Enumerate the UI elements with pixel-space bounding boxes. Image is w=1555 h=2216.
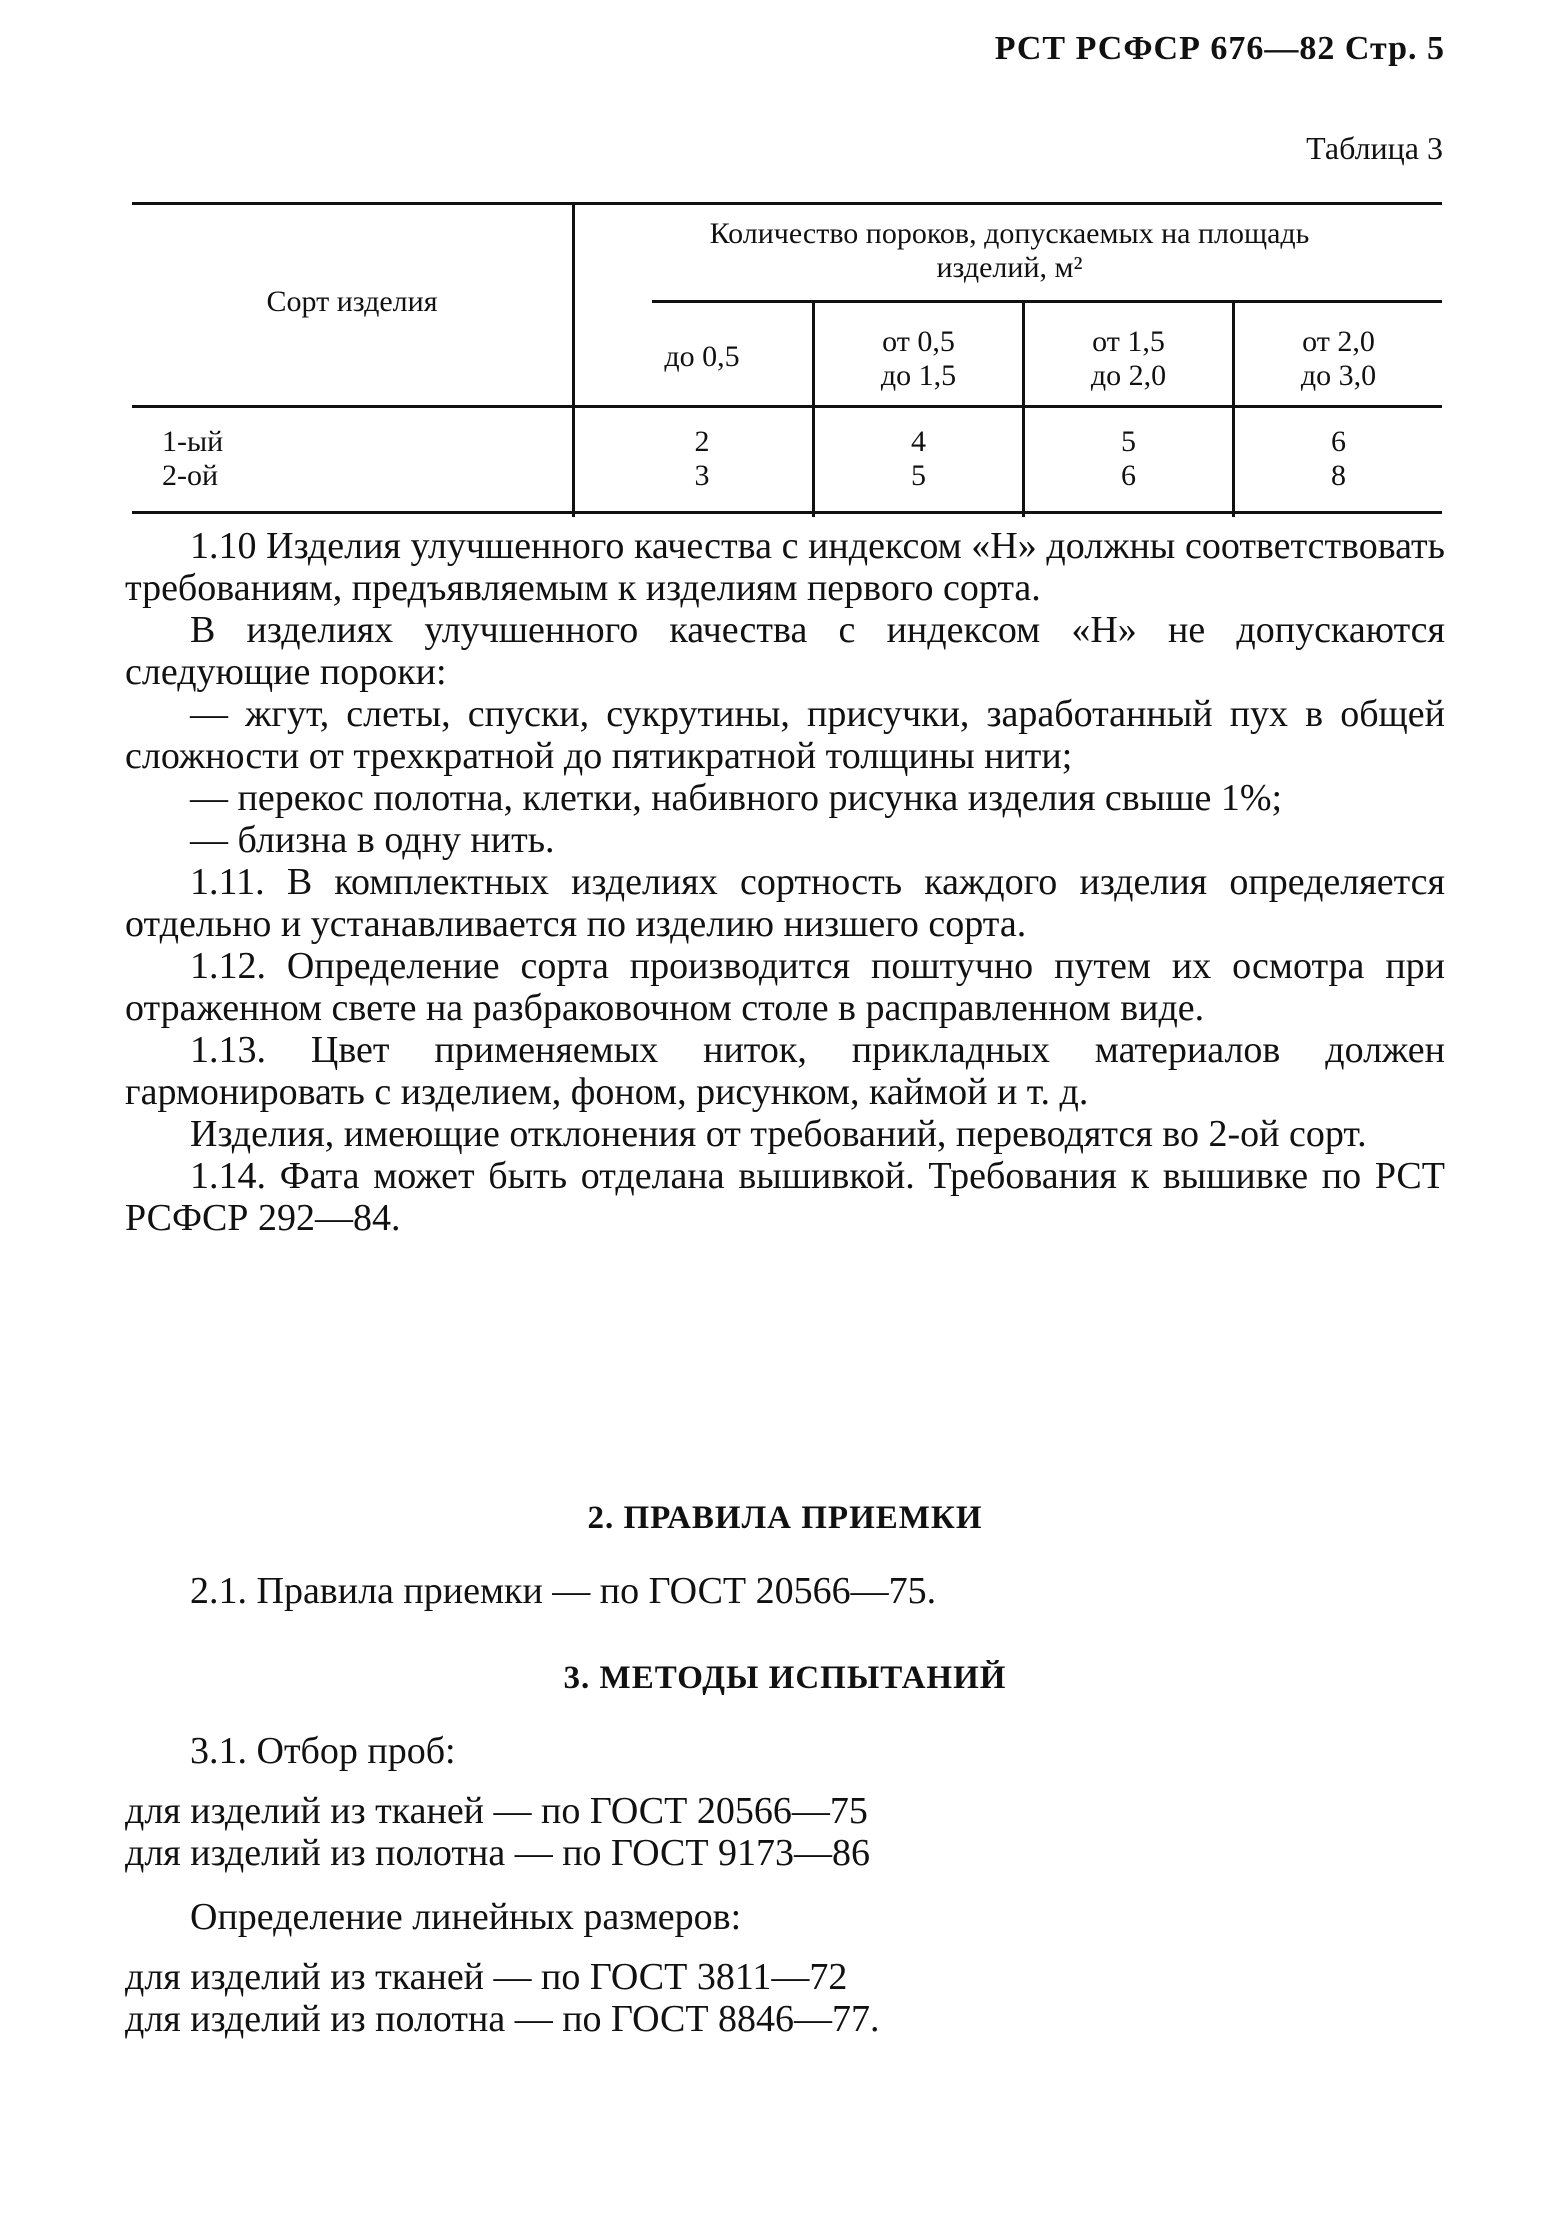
section-heading: 2. ПРАВИЛА ПРИЕМКИ bbox=[587, 1500, 983, 1536]
list-item: — близна в одну нить. bbox=[190, 819, 555, 861]
list-item: — перекос полотна, клетки, набивного рисунка изделия свыше 1%; bbox=[190, 777, 1283, 819]
column-header-sort: Сорт изделия bbox=[266, 285, 438, 318]
paragraph: 1.10 Изделия улучшенного качества с индексом «Н» должны соответствовать требованиям, предъявляемым к изделиям первого сорта. bbox=[125, 525, 1445, 609]
table-column bbox=[1235, 425, 1442, 493]
sub-header-line: до 0,5 bbox=[664, 340, 740, 373]
table-cell: 5 bbox=[911, 459, 926, 492]
sub-header-line: до 1,5 bbox=[880, 359, 957, 392]
list-item: — жгут, слеты, спуски, сукрутины, присучки, заработанный пух в общей сложности от трехкратной до пятикратной толщины нити; bbox=[125, 693, 1445, 777]
row-label: 2-ой bbox=[162, 459, 219, 492]
row-labels bbox=[162, 425, 223, 493]
sub-header-line: от 2,0 bbox=[1302, 325, 1375, 358]
table-caption: Таблица 3 bbox=[1306, 130, 1443, 166]
paragraph: 1.14. Фата может быть отделана вышивкой. Требования к вышивке по РСТ РСФСР 292—84. bbox=[125, 1155, 1445, 1239]
sub-header-line: от 0,5 bbox=[882, 325, 955, 358]
sub-header-range bbox=[1235, 325, 1442, 393]
list-line: для изделий из тканей — по ГОСТ 3811—72 bbox=[125, 1956, 848, 1998]
paragraph: 1.12. Определение сорта производится поштучно путем их осмотра при отраженном свете на разбраковочном столе в расправленном виде. bbox=[125, 945, 1445, 1029]
row-label: 1-ый bbox=[162, 425, 224, 458]
list-line: для изделий из тканей — по ГОСТ 20566—75 bbox=[125, 1790, 868, 1832]
section-heading: 3. МЕТОДЫ ИСПЫТАНИЙ bbox=[563, 1660, 1007, 1696]
table-cell: 4 bbox=[911, 425, 926, 458]
sub-header-range bbox=[815, 325, 1022, 393]
table-cell: 2 bbox=[694, 425, 710, 458]
group-header-line: Количество пороков, допускаемых на площадь bbox=[709, 217, 1310, 250]
table-cell: 6 bbox=[1121, 459, 1136, 492]
table-cell: 8 bbox=[1331, 459, 1346, 492]
sub-header-line: до 3,0 bbox=[1300, 359, 1377, 392]
list-line: для изделий из полотна — по ГОСТ 8846—77. bbox=[125, 1998, 880, 2040]
paragraph: Изделия, имеющие отклонения от требований, переводятся во 2-ой сорт. bbox=[190, 1113, 1367, 1155]
group-header bbox=[577, 217, 1442, 285]
table-column bbox=[592, 425, 812, 493]
sub-header-range bbox=[592, 340, 812, 374]
paragraph: В изделиях улучшенного качества с индексом «Н» не допускаются следующие пороки: bbox=[125, 609, 1445, 693]
paragraph: 2.1. Правила приемки — по ГОСТ 20566—75. bbox=[190, 1570, 937, 1612]
table-cell: 3 bbox=[694, 459, 710, 492]
group-header-line: изделий, м² bbox=[936, 251, 1083, 284]
table-column bbox=[1025, 425, 1232, 493]
paragraph: 1.11. В комплектных изделиях сортность каждого изделия определяется отдельно и устанавливается по изделию низшего сорта. bbox=[125, 861, 1445, 945]
sub-header-line: до 2,0 bbox=[1090, 359, 1167, 392]
section-3-text bbox=[125, 1730, 1445, 2040]
paragraph: Определение линейных размеров: bbox=[190, 1896, 742, 1938]
table-cell: 5 bbox=[1121, 425, 1136, 458]
section-1-text bbox=[125, 525, 1445, 1239]
list-line: для изделий из полотна — по ГОСТ 9173—86 bbox=[125, 1832, 871, 1874]
defects-table bbox=[132, 202, 1442, 514]
paragraph: 1.13. Цвет применяемых ниток, прикладных материалов должен гармонировать с изделием, фоном, рисунком, каймой и т. д. bbox=[125, 1029, 1445, 1113]
running-header: РСТ РСФСР 676—82 Стр. 5 bbox=[994, 30, 1445, 67]
sub-header-line: от 1,5 bbox=[1092, 325, 1165, 358]
paragraph: 3.1. Отбор проб: bbox=[190, 1730, 456, 1772]
section-2-text bbox=[125, 1570, 1445, 1612]
table-column bbox=[815, 425, 1022, 493]
table-cell: 6 bbox=[1331, 425, 1346, 458]
sub-header-range bbox=[1025, 325, 1232, 393]
